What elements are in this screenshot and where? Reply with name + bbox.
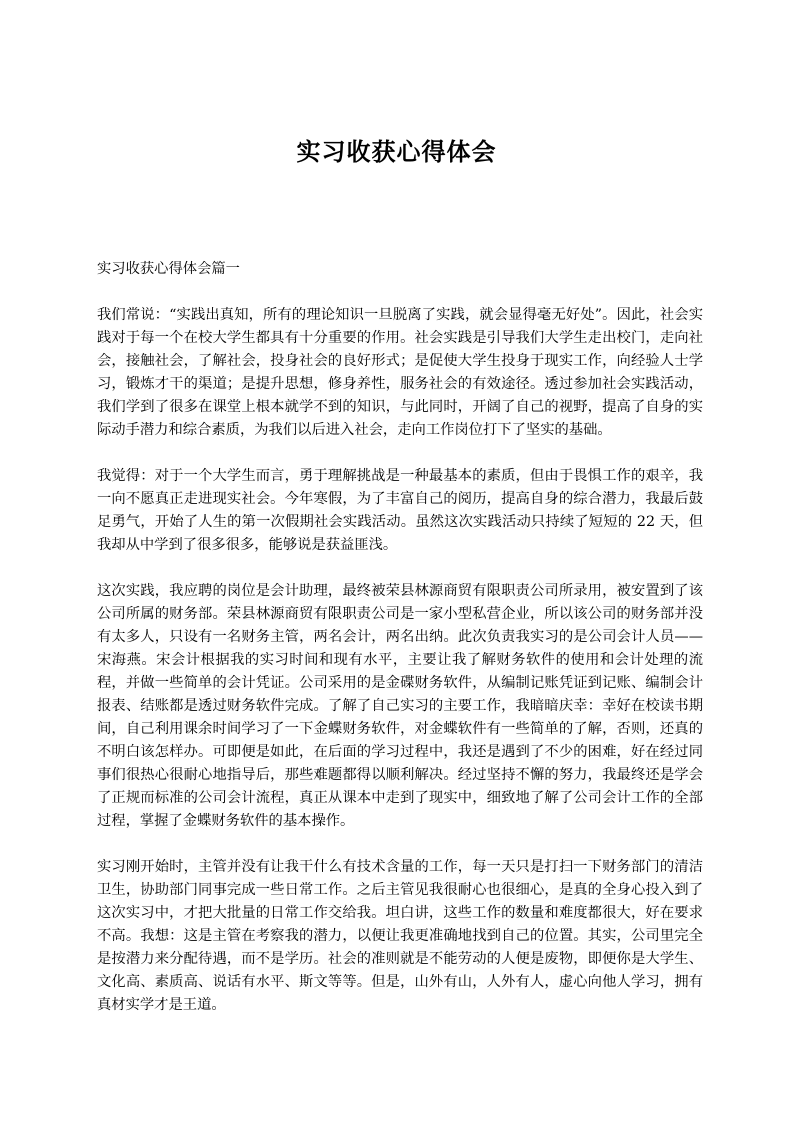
document-title: 实习收获心得体会	[296, 138, 497, 166]
document-body	[97, 258, 703, 1040]
paragraph: 我觉得：对于一个大学生而言，勇于理解挑战是一种最基本的素质，但由于畏惧工作的艰辛，我一向不愿真正走进现实社会。今年寒假，为了丰富自己的阅历，提高自身的综合潜力，我最后鼓足勇气，开始了人生的第一次假期社会实践活动。虽然这次实践活动只持续了短短的 22 天，但我却从中学到了很多很多，能够说是获益匪浅。	[97, 468, 703, 553]
paragraph: 这次实践，我应聘的岗位是会计助理，最终被荣县林源商贸有限职责公司所录用，被安置到了该公司所属的财务部。荣县林源商贸有限职责公司是一家小型私营企业，所以该公司的财务部并没有太多人，只设有一名财务主管，两名会计，两名出纳。此次负责我实习的是公司会计人员——宋海燕。宋会计根据我的实习时间和现有水平，主要让我了解财务软件的使用和会计处理的流程，并做一些简单的会计凭证。公司采用的是金碟财务软件，从编制记账凭证到记账、编制会计报表、结账都是透过财务软件完成。了解了自己实习的主要工作，我暗暗庆幸：幸好在校读书期间，自己利用课余时间学习了一下金蝶财务软件，对金蝶软件有一些简单的了解，否则，还真的不明白该怎样办。可即便是如此，在后面的学习过程中，我还是遇到了不少的困难，好在经过同事们很热心很耐心地指导后，那些难题都得以顺利解决。经过坚持不懈的努力，我最终还是学会了正规而标准的公司会计流程，真正从课本中走到了现实中，细致地了解了公司会计工作的全部过程，掌握了金蝶财务软件的基本操作。	[97, 583, 703, 829]
section-title: 实习收获心得体会篇一	[97, 261, 240, 277]
paragraph: 实习刚开始时，主管并没有让我干什么有技术含量的工作，每一天只是打扫一下财务部门的清洁卫生，协助部门同事完成一些日常工作。之后主管见我很耐心也很细心，是真的全身心投入到了这次实习中，才把大批量的日常工作交给我。坦白讲，这些工作的数量和难度都很大，好在要求不高。我想：这是主管在考察我的潜力，以便让我更准确地找到自己的位置。其实，公司里完全是按潜力来分配待遇，而不是学历。社会的准则就是不能劳动的人便是废物，即便你是大学生、文化高、素质高、说话有水平、斯文等等。但是，山外有山，人外有人，虚心向他人学习，拥有真材实学才是王道。	[97, 859, 703, 1013]
paragraph: 我们常说：“实践出真知，所有的理论知识一旦脱离了实践，就会显得毫无好处”。因此，社会实践对于每一个在校大学生都具有十分重要的作用。社会实践是引导我们大学生走出校门，走向社会，接触社会，了解社会，投身社会的良好形式；是促使大学生投身于现实工作，向经验人士学习，锻炼才干的渠道；是提升思想，修身养性，服务社会的有效途径。透过参加社会实践活动，我们学到了很多在课堂上根本就学不到的知识，与此同时，开阔了自己的视野，提高了自身的实际动手潜力和综合素质，为我们以后进入社会，走向工作岗位打下了坚实的基础。	[97, 307, 703, 438]
